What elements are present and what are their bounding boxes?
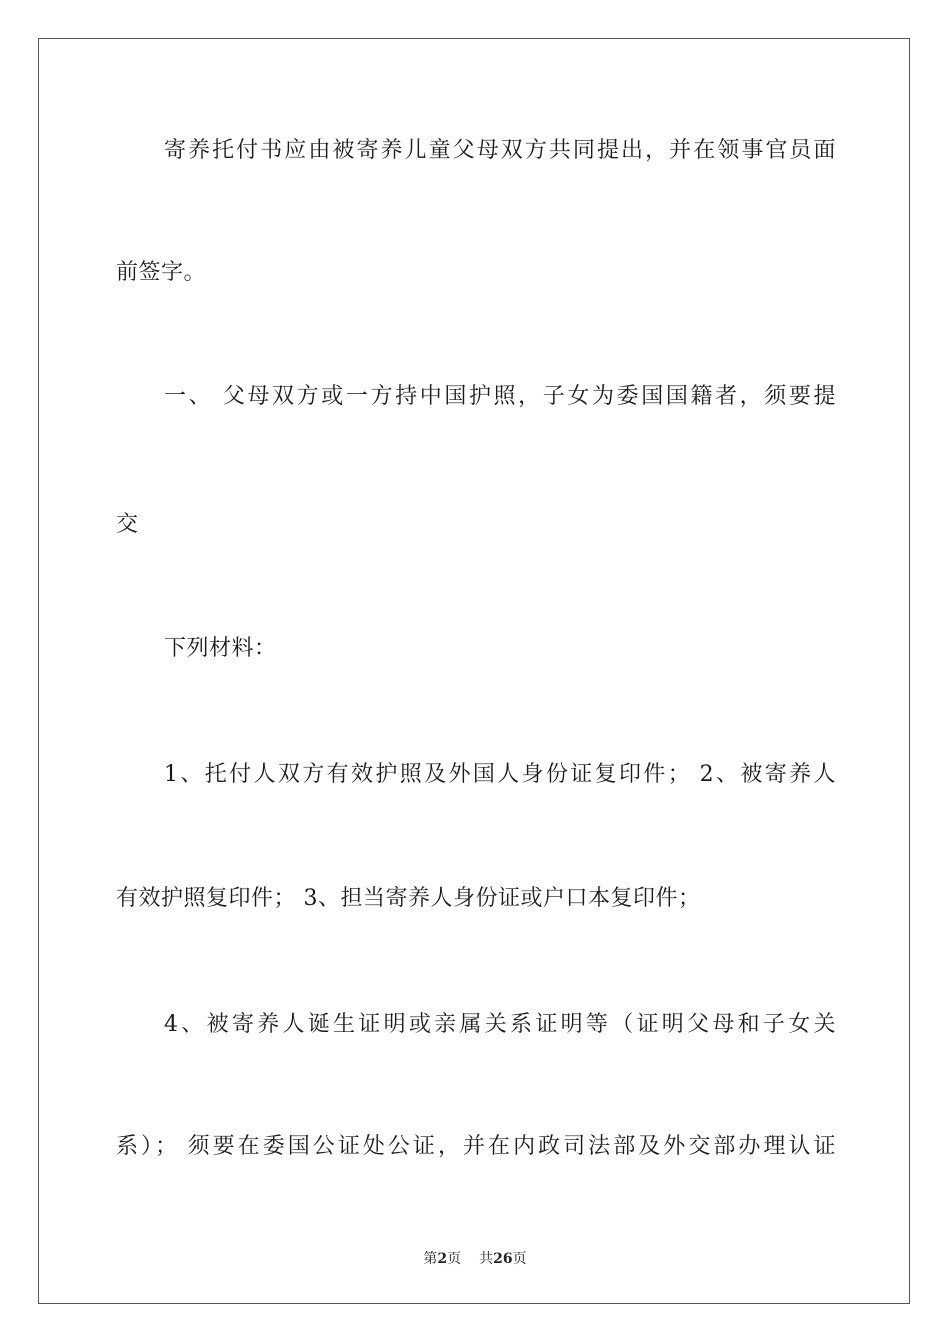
- footer-page-prefix: 第: [423, 1251, 438, 1267]
- section-heading-line-1: 一、 父母双方或一方持中国护照，子女为委国国籍者，须要提: [164, 384, 836, 409]
- page-footer: [0, 1248, 950, 1268]
- footer-total-pages: 26: [493, 1251, 513, 1267]
- page-border: [38, 38, 910, 1304]
- section-heading-line-2: 交: [116, 512, 139, 537]
- footer-page-number: 2: [437, 1251, 448, 1267]
- list-item-line-1: 1、托付人双方有效护照及外国人身份证复印件； 2、被寄养人: [164, 762, 836, 787]
- materials-intro: 下列材料：: [164, 636, 277, 661]
- list-item-line-4: 系）； 须要在委国公证处公证，并在内政司法部及外交部办理认证: [116, 1134, 836, 1159]
- list-item-line-2: 有效护照复印件； 3、担当寄养人身份证或户口本复印件；: [116, 886, 701, 911]
- footer-page-suffix: 页: [447, 1251, 462, 1267]
- paragraph-line-1: 寄养托付书应由被寄养儿童父母双方共同提出，并在领事官员面: [164, 138, 836, 163]
- list-item-line-3: 4、被寄养人诞生证明或亲属关系证明等（证明父母和子女关: [164, 1012, 836, 1037]
- footer-total-prefix: 共: [479, 1251, 494, 1267]
- footer-total-suffix: 页: [512, 1251, 527, 1267]
- paragraph-line-2: 前签字。: [116, 260, 207, 285]
